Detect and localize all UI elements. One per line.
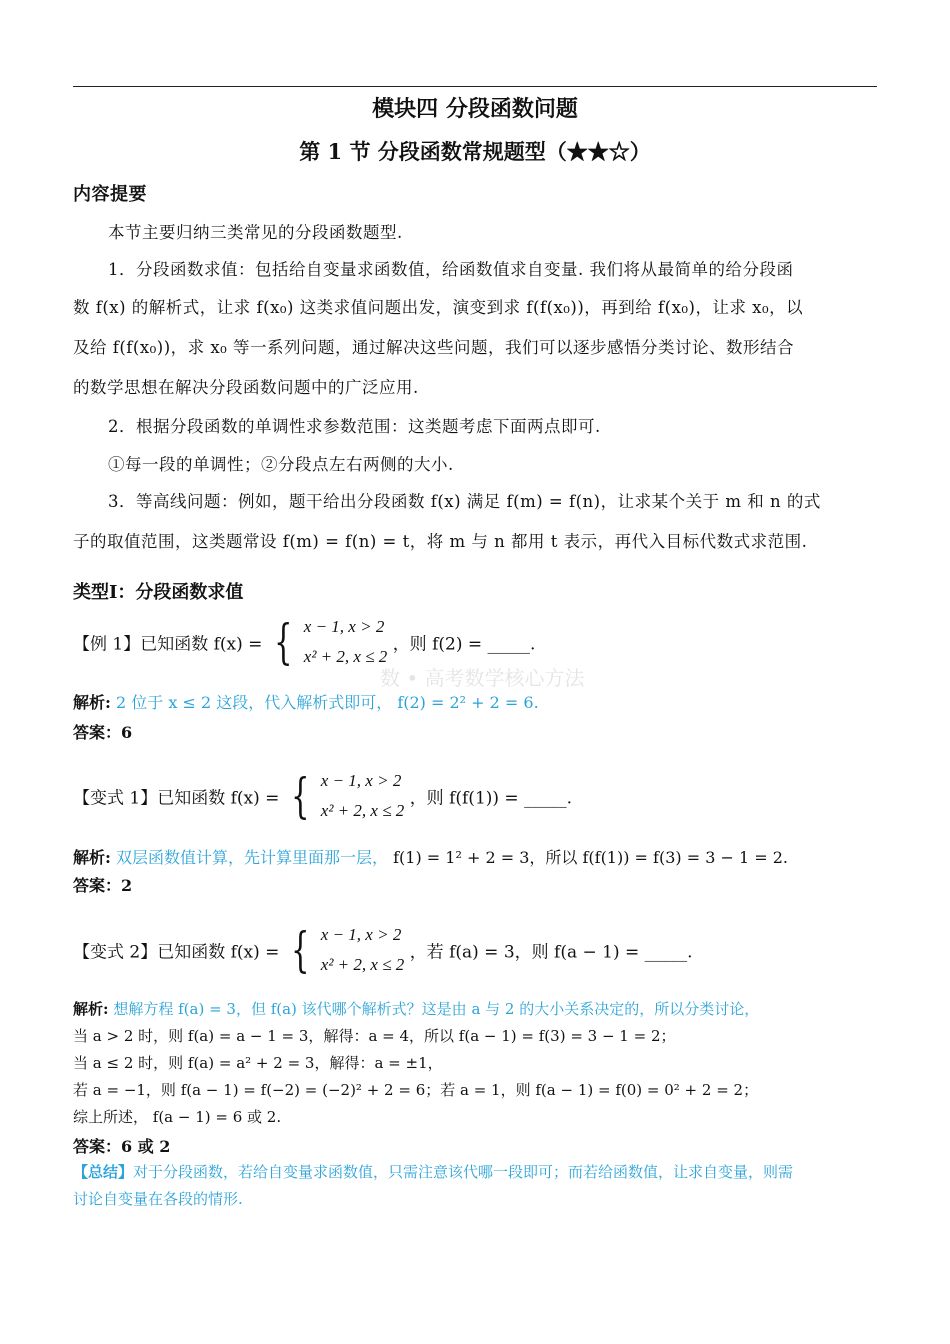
- analysis-text: 双层函数值计算，先计算里面那一层，: [116, 848, 389, 867]
- piecewise-cases: [321, 766, 405, 826]
- variant2-line5: 综上所述， f(a − 1) = 6 或 2.: [73, 1108, 282, 1126]
- variant2-analysis: [73, 998, 759, 1019]
- variant2-line2: 当 a > 2 时，则 f(a) = a − 1 = 3，解得：a = 4，所以 f(a − 1) = f(3) = 3 − 1 = 2；: [73, 1027, 676, 1045]
- example1-answer: 答案：6: [73, 723, 133, 742]
- variant1-answer: 答案：2: [73, 876, 133, 895]
- watermark: 数 • 高考数学核心方法: [380, 666, 585, 690]
- variant1-analysis: [73, 845, 788, 868]
- variant2-line3: 当 a ≤ 2 时，则 f(a) = a² + 2 = 3，解得：a = ±1，: [73, 1054, 443, 1072]
- module-title: 模块四 分段函数问题: [372, 96, 578, 122]
- analysis-label: 解析:: [73, 848, 111, 867]
- intro-p1-line1: 1．分段函数求值：包括给自变量求函数值，给函数值求自变量. 我们将从最简单的给分段函: [108, 260, 794, 279]
- piecewise-brace: {: [273, 614, 293, 670]
- case-2: x² + 2, x ≤ 2: [320, 801, 405, 820]
- summary-text: 对于分段函数，若给自变量求函数值，只需注意该代哪一段即可；而若给函数值，让求自变量，则需: [133, 1163, 794, 1181]
- summary-label: 【总结】: [73, 1163, 134, 1181]
- intro-summary: 本节主要归纳三类常见的分段函数题型.: [108, 223, 403, 242]
- intro-p1-line4: 的数学思想在解决分段函数问题中的广泛应用.: [73, 378, 419, 397]
- case-1: x − 1, x > 2: [303, 617, 385, 636]
- intro-heading: 内容提要: [73, 184, 147, 205]
- example1-problem: [73, 612, 535, 672]
- piecewise-cases: [304, 612, 388, 672]
- variant2-problem: [73, 920, 693, 980]
- example1-analysis: [73, 690, 539, 713]
- analysis-label: 解析:: [73, 1000, 109, 1018]
- case-2: x² + 2, x ≤ 2: [320, 955, 405, 974]
- variant2-answer: 答案：6 或 2: [73, 1137, 171, 1156]
- intro-p3-line2: 子的取值范围，这类题常设 f(m) = f(n) = t，将 m 与 n 都用 t 表示，再代入目标代数式求范围.: [73, 532, 808, 551]
- header-rule: [73, 86, 877, 87]
- analysis-label: 解析:: [73, 693, 111, 712]
- analysis-math: f(1) = 1² + 2 = 3，所以 f(f(1)) = f(3) = 3 − 1 = 2.: [388, 848, 788, 867]
- variant1-lead: 【变式 1】已知函数 f(x) =: [73, 788, 280, 809]
- intro-p2: 2．根据分段函数的单调性求参数范围：这类题考虑下面两点即可.: [108, 417, 601, 436]
- case-1: x − 1, x > 2: [320, 925, 402, 944]
- variant1-tail: ，则 f(f(1)) = _____.: [409, 788, 572, 809]
- summary-line2: 讨论自变量在各段的情形.: [73, 1190, 243, 1208]
- example1-tail: ，则 f(2) = _____.: [392, 634, 536, 655]
- case-2: x² + 2, x ≤ 2: [303, 647, 388, 666]
- type1-heading: 类型Ⅰ：分段函数求值: [73, 582, 244, 603]
- intro-p2-sub: ①每一段的单调性；②分段点左右两侧的大小.: [108, 455, 454, 474]
- intro-p1-line2: 数 f(x) 的解析式，让求 f(x₀) 这类求值问题出发，演变到求 f(f(x₀))，再到给 f(x₀)，让求 x₀，以: [73, 298, 804, 317]
- variant1-problem: [73, 766, 572, 826]
- variant2-tail: ，若 f(a) = 3，则 f(a − 1) = _____.: [409, 942, 693, 963]
- piecewise-cases: [321, 920, 405, 980]
- summary-line1: [73, 1161, 793, 1182]
- variant2-line4: 若 a = −1，则 f(a − 1) = f(−2) = (−2)² + 2 = 6；若 a = 1，则 f(a − 1) = f(0) = 0² + 2 = 2；: [73, 1081, 759, 1099]
- example1-lead: 【例 1】已知函数 f(x) =: [73, 634, 263, 655]
- intro-p3-line1: 3．等高线问题：例如，题干给出分段函数 f(x) 满足 f(m) = f(n)，让求某个关于 m 和 n 的式: [108, 492, 821, 511]
- analysis-text: 想解方程 f(a) = 3，但 f(a) 该代哪个解析式？这是由 a 与 2 的大小关系决定的，所以分类讨论，: [113, 1000, 760, 1018]
- analysis-text: 2 位于 x ≤ 2 这段，代入解析式即可， f(2) = 2² + 2 = 6.: [116, 693, 539, 712]
- intro-p1-line3: 及给 f(f(x₀))，求 x₀ 等一系列问题，通过解决这些问题，我们可以逐步感悟分类讨论、数形结合: [73, 338, 795, 357]
- section-title: 第 1 节 分段函数常规题型（★★☆）: [299, 139, 651, 164]
- variant2-lead: 【变式 2】已知函数 f(x) =: [73, 942, 280, 963]
- piecewise-brace: {: [290, 922, 310, 978]
- piecewise-brace: {: [290, 768, 310, 824]
- case-1: x − 1, x > 2: [320, 771, 402, 790]
